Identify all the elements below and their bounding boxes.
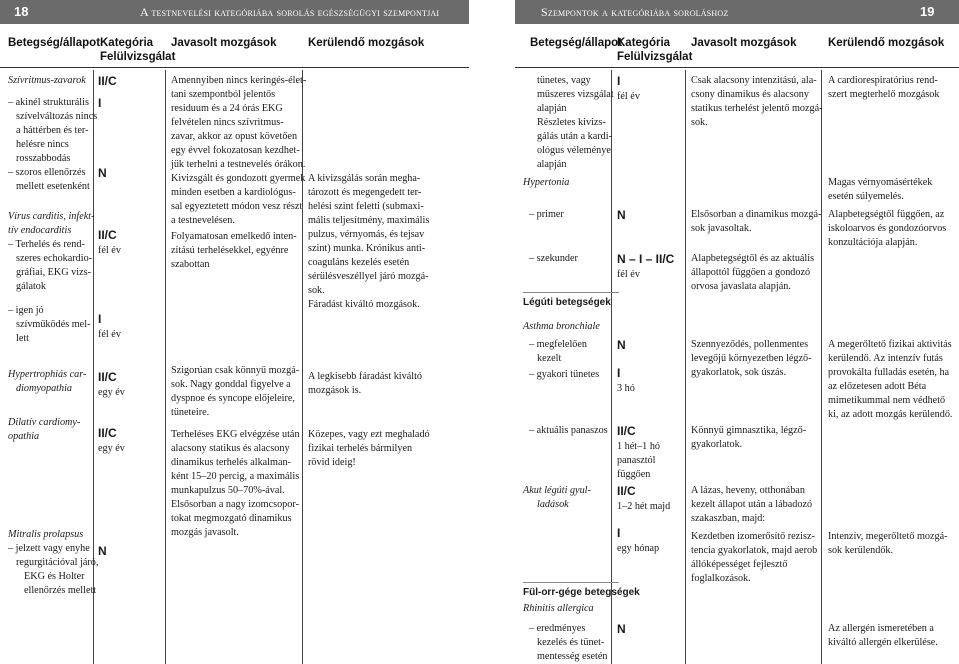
category-value: egy év — [98, 443, 125, 454]
avoid-line: mális teljesítmény, maximális — [308, 215, 430, 226]
recommended-line: dinamikus terhelés alkalman- — [171, 457, 291, 468]
condition-line: – szekunder — [529, 253, 578, 264]
condition-line: Vírus carditis, infekt- — [8, 211, 95, 222]
condition-line: Dilatív cardiomy- — [8, 417, 81, 428]
avoid-line: coaguláns kezelés esetén — [308, 257, 410, 268]
recommended-line: tüneteire. — [171, 407, 210, 418]
condition-line: rosszabbodás — [16, 153, 71, 164]
category-value: egy év — [98, 387, 125, 398]
avoid-line: A megerőltető fizikai aktivitás — [828, 339, 952, 350]
recommended-line: munkapulzus 50–70%-ával. — [171, 485, 285, 496]
condition-line: alapján — [537, 159, 567, 170]
recommended-line: tokat megmozgató dinamikus — [171, 513, 292, 524]
avoid-line: iskoloarvos és gondozóorvos — [828, 223, 947, 234]
recommended-line: residuum és a 24 órás EKG — [171, 103, 283, 114]
category-value: II/C — [98, 370, 117, 384]
recommended-line: foglalkozások. — [691, 573, 751, 584]
recommended-line: alacsony statikus és alacsony — [171, 443, 290, 454]
avoid-line: sok. — [308, 285, 325, 296]
condition-line: Mitralis prolapsus — [8, 529, 84, 540]
condition-line: mentesség esetén — [537, 651, 608, 662]
category-value: fél év — [98, 329, 121, 340]
category-value: függően — [617, 469, 651, 480]
condition-line: szívelváltozás nincs — [16, 111, 98, 122]
category-value: N — [617, 208, 626, 222]
recommended-line: levegőjű környezetben légző- — [691, 353, 812, 364]
column-divider — [165, 70, 166, 664]
page-header-bar — [515, 0, 959, 24]
recommended-line: tani szempontból jelentős — [171, 89, 276, 100]
condition-line: gálás után a kardi- — [537, 131, 612, 142]
condition-line: Akut légúti gyul- — [523, 485, 591, 496]
recommended-line: tencia gyakorlatok, majd aerob — [691, 545, 818, 556]
condition-line: szeres echokardio- — [16, 253, 93, 264]
col-header-category: Kategória — [100, 37, 154, 49]
recommended-line: Elsősorban a dinamikus mozgá- — [691, 209, 822, 220]
category-value: I — [98, 312, 102, 326]
recommended-line: zitású terhelésekkel, egyénre — [171, 245, 289, 256]
recommended-line: gyakorlatok, sok úszás. — [691, 367, 787, 378]
condition-line: – igen jó — [8, 305, 44, 316]
condition-line: ellenőrzés mellett — [24, 585, 97, 596]
recommended-line: ként 15–20 percig, a maximális — [171, 471, 300, 482]
recommended-line: Elsősorban a nagy izomcsopor- — [171, 499, 299, 510]
category-value: N — [617, 622, 626, 636]
recommended-line: jük terhelni a testnevelés órákon. — [171, 159, 306, 170]
recommended-line: Alapbetegségtől és az aktuális — [691, 253, 815, 264]
avoid-line: sérülésveszéllyel járó mozgá- — [308, 271, 429, 282]
condition-line: Asthma bronchiale — [523, 321, 600, 332]
condition-line: kezelt — [537, 353, 562, 364]
col-header-review: Felülvizsgálat — [100, 51, 176, 63]
condition-line: ladások — [537, 499, 569, 510]
category-value: N — [98, 166, 107, 180]
header-rule — [515, 67, 959, 68]
column-divider — [685, 70, 686, 664]
condition-line: Részletes kivizs- — [537, 117, 606, 128]
avoid-line: mozgások is. — [308, 385, 362, 396]
avoid-line: Magas vérnyomásértékek — [828, 177, 933, 188]
avoid-line: sok kerülendők. — [828, 545, 894, 556]
col-header-avoid: Kerülendő mozgások — [308, 37, 425, 49]
category-value: panasztól — [617, 455, 656, 466]
condition-line: Hypertonia — [523, 177, 570, 188]
recommended-line: Szigorúan csak könnyű mozgá- — [171, 365, 300, 376]
recommended-line: Folyamatosan emelkedő inten- — [171, 231, 297, 242]
avoid-line: szert megterhelő mozgások — [828, 89, 940, 100]
recommended-line: sal egyeztetett módon vesz részt — [171, 201, 303, 212]
category-value: N – I – II/C — [617, 252, 675, 266]
recommended-line: egy évvel fokozatosan kezdhet- — [171, 145, 300, 156]
condition-line: alapján — [537, 103, 567, 114]
recommended-line: csony dinamikus és alacsony — [691, 89, 809, 100]
avoid-line: Fáradást kiváltó mozgások. — [308, 299, 420, 310]
condition-line: Rhinitis allergica — [523, 603, 594, 614]
category-value: II/C — [617, 484, 636, 498]
col-header-category: Kategória — [617, 37, 671, 49]
condition-line: Hypertrophiás car- — [8, 369, 87, 380]
col-header-condition: Betegség/állapot — [530, 37, 623, 49]
recommended-line: sok javasoltak. — [691, 223, 752, 234]
recommended-line: szabottan — [171, 259, 210, 270]
recommended-line: Kivizsgált és gondozott gyermek — [171, 173, 306, 184]
category-value: 3 hó — [617, 383, 635, 394]
recommended-line: Csak alacsony intenzitású, ala- — [691, 75, 817, 86]
condition-line: gráfiai, EKG vizs- — [16, 267, 91, 278]
recommended-line: A lázas, heveny, otthonában — [691, 485, 805, 496]
recommended-line: a testnevelésen. — [171, 215, 235, 226]
condition-line: EKG és Holter — [24, 571, 85, 582]
avoid-line: A legkisebb fáradást kiváltó — [308, 371, 423, 382]
page-number: 19 — [920, 4, 935, 19]
condition-line: Szívritmus-zavarok — [8, 75, 86, 86]
condition-line: mellett esetenként — [16, 181, 90, 192]
condition-line: – megfelelően — [529, 339, 587, 350]
avoid-line: rövid ideig! — [308, 457, 356, 468]
category-value: fél év — [98, 245, 121, 256]
category-value: I — [98, 96, 102, 110]
condition-line: diomyopathia — [16, 383, 73, 394]
recommended-line: zavar, akkor az opust követően — [171, 131, 298, 142]
avoid-line: esetén súlyemelés. — [828, 191, 904, 202]
column-divider — [93, 70, 94, 664]
condition-line: tív endocarditis — [8, 225, 72, 236]
col-header-review: Felülvizsgálat — [617, 51, 693, 63]
condition-line: – gyakori tünetes — [529, 369, 600, 380]
category-value: N — [617, 338, 626, 352]
recommended-line: minden esetben a kardiológus- — [171, 187, 296, 198]
category-value: fél év — [617, 91, 640, 102]
right-page — [515, 0, 959, 664]
condition-line: opathia — [8, 431, 40, 442]
category-value: I — [617, 74, 621, 88]
condition-line: ológus véleménye — [537, 145, 611, 156]
avoid-line: ki, az adott mozgás kerülendő. — [828, 409, 953, 420]
recommended-line: Terheléses EKG elvégzése után — [171, 429, 300, 440]
recommended-line: állapottól függően a gondozó — [691, 267, 811, 278]
col-header-condition: Betegség/állapot — [8, 37, 101, 49]
condition-line: helésre nincs — [16, 139, 69, 150]
condition-line: – szoros ellenőrzés — [8, 167, 86, 178]
recommended-line: kezelt állapot után a lábadozó — [691, 499, 813, 510]
condition-line: – aktuális panaszos — [529, 425, 608, 436]
recommended-line: gyakorlatok. — [691, 439, 743, 450]
avoid-line: Alapbetegségtől függően, az — [828, 209, 945, 220]
recommended-line: sok. — [691, 117, 708, 128]
section-separator — [523, 292, 619, 293]
recommended-line: sok. Nagy gonddal figyelve a — [171, 379, 291, 390]
page-header-bar — [0, 0, 469, 24]
column-divider — [821, 70, 822, 664]
category-value: I — [617, 366, 621, 380]
avoid-line: helési szint feletti (submaxi- — [308, 201, 424, 212]
category-value: I — [617, 526, 621, 540]
avoid-line: Közepes, vagy ezt meghaladó — [308, 429, 430, 440]
condition-line: – primer — [529, 209, 564, 220]
recommended-line: dyspnoe és syncope előjeleire, — [171, 393, 295, 404]
category-value: 1–2 hét majd — [617, 501, 671, 512]
condition-line: a háttérben és ter- — [16, 125, 89, 136]
condition-line: gálatok — [16, 281, 46, 292]
condition-line: – Terhelés és rend- — [8, 239, 85, 250]
category-value: II/C — [98, 228, 117, 242]
category-value: 1 hét–1 hó — [617, 441, 661, 452]
col-header-recommended: Javasolt mozgások — [171, 37, 277, 49]
page-number: 18 — [14, 4, 29, 19]
avoid-line: Intenzív, megerőltető mozgá- — [828, 531, 948, 542]
category-value: fél év — [617, 269, 640, 280]
avoid-line: tározott és megengedett ter- — [308, 187, 422, 198]
condition-line: tünetes, vagy — [537, 75, 591, 86]
avoid-line: konzultációja alapján. — [828, 237, 918, 248]
condition-line: – jelzett vagy enyhe — [8, 543, 90, 554]
avoid-line: az előzetesen adott Béta — [828, 381, 927, 392]
recommended-line: állóképességet fejlesztő — [691, 559, 788, 570]
recommended-line: mozgás javasolt. — [171, 527, 239, 538]
avoid-line: A cardiorespiratórius rend- — [828, 75, 938, 86]
avoid-line: kerülendő. Az intenzív futás — [828, 353, 943, 364]
condition-line: Légúti betegségek — [523, 297, 611, 308]
category-value: N — [98, 544, 107, 558]
avoid-line: szint) munka. Krónikus anti- — [308, 243, 426, 254]
category-value: II/C — [617, 424, 636, 438]
condition-line: Fül-orr-gége betegségek — [523, 587, 640, 598]
recommended-line: szakaszban, majd: — [691, 513, 766, 524]
column-divider — [611, 70, 612, 664]
category-value: II/C — [98, 74, 117, 88]
recommended-line: Kezdetben izomerősítő rezisz- — [691, 531, 815, 542]
condition-line: kezelés és tünet- — [537, 637, 605, 648]
condition-line: lett — [16, 333, 30, 344]
col-header-avoid: Kerülendő mozgások — [828, 37, 945, 49]
avoid-line: mimetikummal nem védhető — [828, 395, 946, 406]
left-page — [0, 0, 469, 664]
condition-line: – eredményes — [529, 623, 586, 634]
condition-line: szívműködés mel- — [16, 319, 91, 330]
avoid-line: fizikai terhelés bármilyen — [308, 443, 413, 454]
recommended-line: statikus terhelést jelentő mozgá- — [691, 103, 823, 114]
condition-line: regurgitációval járó, — [16, 557, 99, 568]
avoid-line: kiváltó allergén elkerülése. — [828, 637, 938, 648]
avoid-line: Az allergén ismeretében a — [828, 623, 934, 634]
condition-line: műszeres vizsgálat — [537, 89, 614, 100]
avoid-line: pulzus, vérnyomás, és tejsav — [308, 229, 425, 240]
recommended-line: Amennyiben nincs keringés-élet- — [171, 75, 307, 86]
condition-line: – akinél strukturális — [8, 97, 89, 108]
header-rule — [0, 67, 469, 68]
category-value: II/C — [98, 426, 117, 440]
recommended-line: Könnyű gimnasztika, légző- — [691, 425, 807, 436]
avoid-line: provokálta fulladás esetén, ha — [828, 367, 950, 378]
col-header-recommended: Javasolt mozgások — [691, 37, 797, 49]
recommended-line: Szennyeződés, pollenmentes — [691, 339, 809, 350]
section-separator — [523, 582, 619, 583]
header-title: Szempontok a kategóriába soroláshoz — [541, 5, 729, 19]
recommended-line: orvosa javaslata alapján. — [691, 281, 791, 292]
avoid-line: A kivizsgálás során megha- — [308, 173, 421, 184]
category-value: egy hónap — [617, 543, 660, 554]
header-title: A testnevelési kategóriába sorolás egészségügyi szempontjai — [140, 5, 440, 19]
recommended-line: felvételen nincs szívritmus- — [171, 117, 284, 128]
